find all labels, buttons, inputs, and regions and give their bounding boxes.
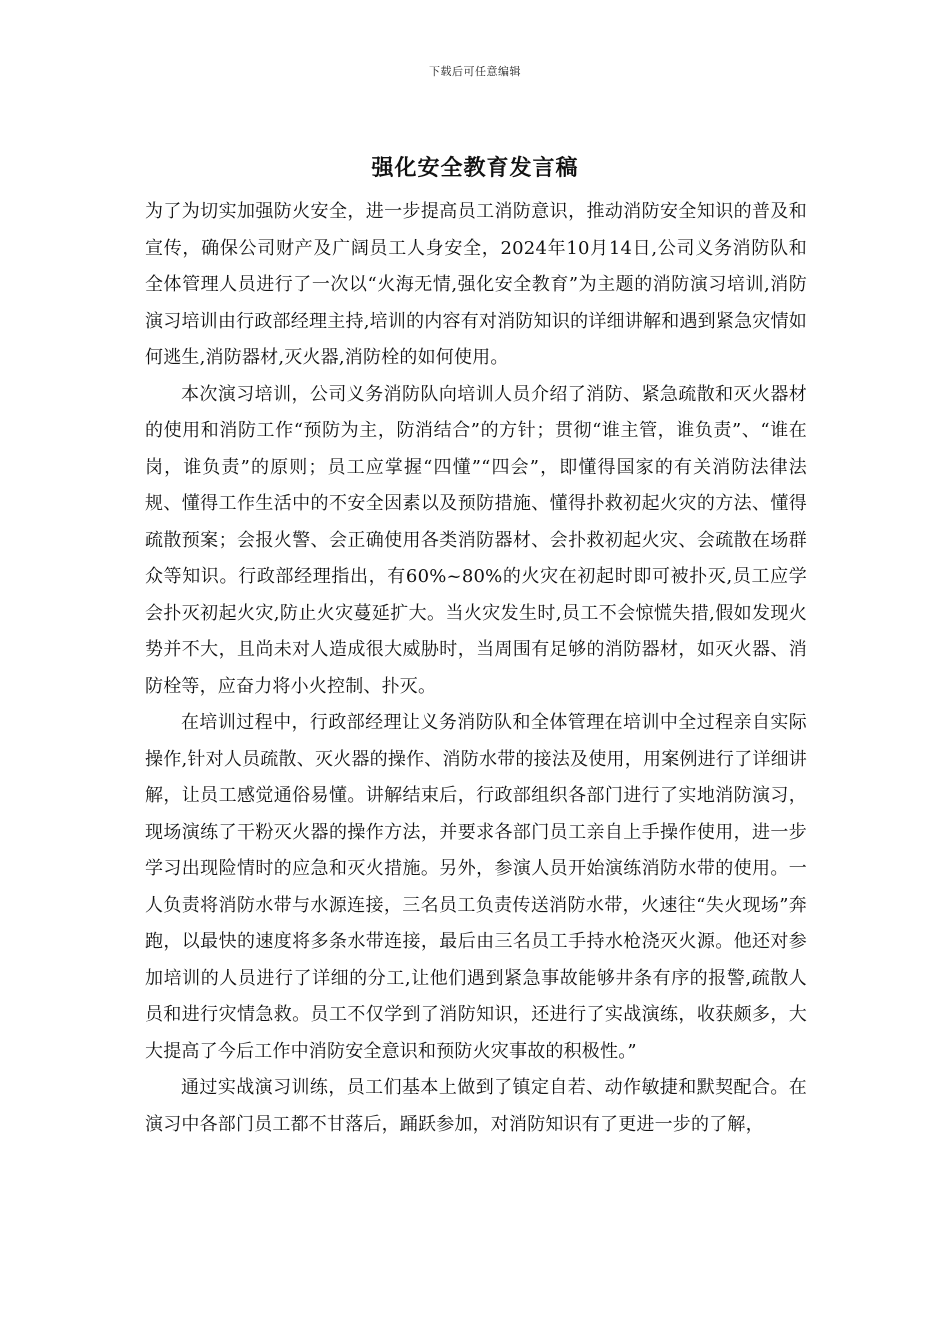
document-title: 强化安全教育发言稿 <box>371 155 579 181</box>
paragraph-intro: 为了为切实加强防火安全，进一步提高员工消防意识，推动消防安全知识的普及和宣传，确保公司财产及广阔员工人身安全，2024年10月14日,公司义务消防队和全体管理人员进行了一次以“火海无情,强化安全教育”为主题的消防演习培训,消防演习培训由行政部经理主持,培训的内容有对消防知识的详细讲解和遇到紧急灾情如何逃生,消防器材,灭火器,消防栓的如何使用。 <box>145 201 807 368</box>
paragraph-results: 通过实战演习训练，员工们基本上做到了镇定自若、动作敏捷和默契配合。在演习中各部门员工都不甘落后，踊跃参加，对消防知识有了更进一步的了解， <box>145 1077 807 1135</box>
document-body <box>145 194 807 1143</box>
paragraph-training-process: 在培训过程中，行政部经理让义务消防队和全体管理在培训中全过程亲自实际操作,针对人员疏散、灭火器的操作、消防水带的接法及使用，用案例进行了详细讲解，让员工感觉通俗易懂。讲解结束后，行政部组织各部门进行了实地消防演习，现场演练了干粉灭火器的操作方法，并要求各部门员工亲自上手操作使用，进一步学习出现险情时的应急和灭火措施。另外，参演人员开始演练消防水带的使用。一人负责将消防水带与水源连接，三名员工负责传送消防水带，火速往“失火现场”奔跑，以最快的速度将多条水带连接，最后由三名员工手持水枪浇灭火源。他还对参加培训的人员进行了详细的分工,让他们遇到紧急事故能够井条有序的报警,疏散人员和进行灾情急救。员工不仅学到了消防知识，还进行了实战演练，收获颇多，大大提高了今后工作中消防安全意识和预防火灾事故的积极性。” <box>145 712 807 1062</box>
paragraph-training-content: 本次演习培训，公司义务消防队向培训人员介绍了消防、紧急疏散和灭火器材的使用和消防工作“预防为主，防消结合”的方针；贯彻“谁主管，谁负责”、“谁在岗，谁负责”的原则；员工应掌握“四懂”“四会”，即懂得国家的有关消防法律法规、懂得工作生活中的不安全因素以及预防措施、懂得扑救初起火灾的方法、懂得疏散预案；会报火警、会正确使用各类消防器材、会扑救初起火灾、会疏散在场群众等知识。行政部经理指出，有60%~80%的火灾在初起时即可被扑灭,员工应学会扑灭初起火灾,防止火灾蔓延扩大。当火灾发生时,员工不会惊慌失措,假如发现火势并不大，且尚未对人造成很大威胁时，当周围有足够的消防器材，如灭火器、消防栓等，应奋力将小火控制、扑灭。 <box>145 383 807 697</box>
header-note: 下载后可任意编辑 <box>429 65 521 78</box>
